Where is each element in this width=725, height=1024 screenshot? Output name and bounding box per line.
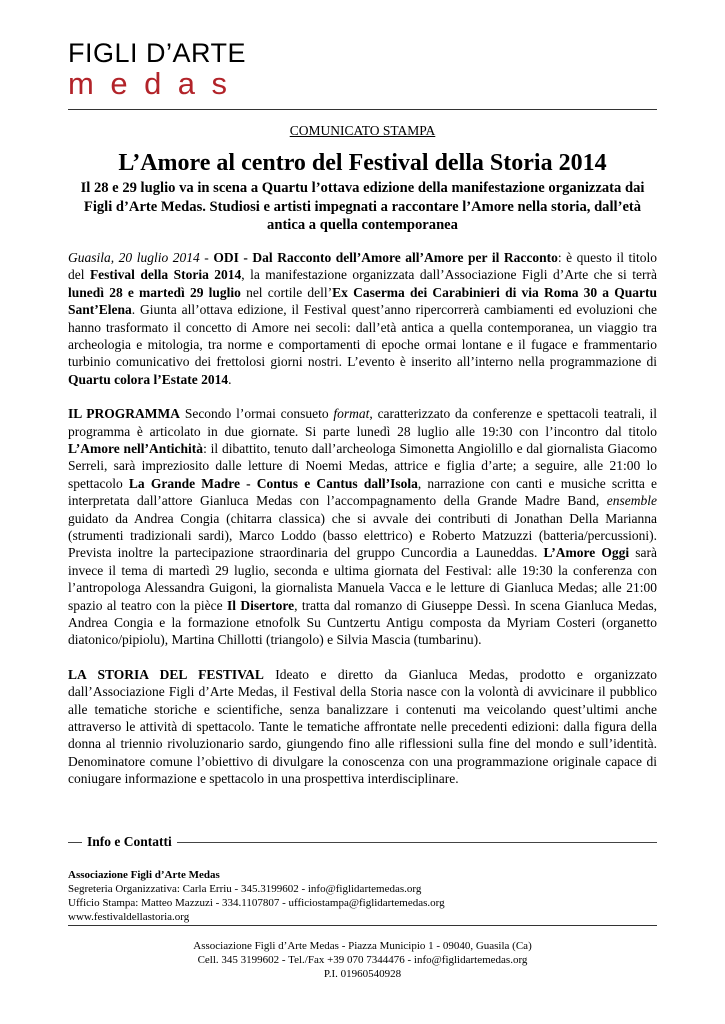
logo-line-1: FIGLI D’ARTE (68, 38, 247, 68)
text: . Giunta all’ottava edizione, il Festival quest’anno ripercorrerà cambiamenti ed evoluzioni che hanno trasformato il concetto di Amore nei secoli: dall’età antica a quella contemporanea, un viaggio tra archeologia e mitologia, tra norme e comportamenti di epoche ormai lontane e il fugace e frammentario turbinio comunicativo dei frettolosi giorni nostri. L’evento è inserito all’interno nella programmazione di (68, 302, 657, 370)
contacts-heading: Info e Contatti (87, 834, 172, 849)
contacts-section (68, 834, 657, 924)
text: sarà invece il tema di martedì 29 luglio, seconda e ultima giornata del Festival: alle 19:30 la conferenza con l’antropologa Alessandra Guigoni, la giornalista Manuela Vacca e le letture di Gianluca Medas; alle 21:00 spazio al teatro con la pièce (68, 545, 658, 613)
text: , narrazione con canti e musiche scritta e interpretata dall’attore Gianluca Medas con l’accompagnamento della Grande Madre Band, (68, 475, 657, 509)
footer-vat: P.I. 01960540928 (323, 968, 402, 980)
text: , la manifestazione organizzata dall’Associazione Figli d’Arte che si terrà (241, 267, 657, 283)
paragraph-intro (68, 249, 657, 388)
press-release-body (68, 122, 657, 788)
footer-address: Associazione Figli d’Arte Medas - Piazza Municipio 1 - 09040, Guasila (Ca) (193, 940, 532, 952)
text: Ideato e diretto da Gianluca Medas, prodotto e organizzato dall’Associazione Figli d’Arte Medas, il Festival della Storia nasce con la volontà di avvicinare il pubblico alle tematiche storiche e scientifiche, senza banalizzare i contenuti ma veicolando quest’ultimi anche attraverso le attività di spettacolo. Tante le tematiche affrontate nelle precedenti edizioni: dalla figura della donna al triennio rivoluzionario sardo, giungendo fino alle riflessioni sulla fine del mondo e sull’identità. Denominatore comune l’obiettivo di divulgare la conoscenza con una programmazione originale capace di coniugare informazione e spettacolo in una prospettiva interdisciplinare. (68, 666, 657, 787)
show-title-grande-madre: La Grande Madre - Contus e Cantus dall’Isola (128, 475, 418, 491)
text: guidato da Andrea Congia (chitarra classica) che si avvale dei contributi di Jonathan Della Marianna (strumenti tradizionali sardi), Marco Loddo (basso elettrico) e Roberto Matzuzzi (batteria/percussioni). Prevista inoltre la partecipazione straordinaria del gruppo Cuncordia a Launeddas. (68, 510, 657, 561)
page-footer (68, 939, 657, 981)
text: nel cortile dell’ (240, 284, 333, 300)
logo (68, 38, 246, 100)
page-subtitle: Il 28 e 29 luglio va in scena a Quartu l’ottava edizione della manifestazione organizzata dai Figli d’Arte Medas. Studiosi e artisti impegnati a raccontare l’Amore nella storia, dall’età antica a quella contemporanea (80, 180, 645, 234)
text: Secondo l’ormai consueto (180, 406, 334, 422)
heading-dash (68, 842, 82, 843)
contact-press-office: Ufficio Stampa: Matteo Mazzuzi - 334.1107807 - ufficiostampa@figlidartemedas.org (68, 897, 445, 909)
dateline: Guasila, 20 luglio 2014 (68, 249, 200, 265)
event-title-oggi: L’Amore Oggi (543, 545, 630, 561)
footer-divider (68, 925, 657, 926)
program-name: Quartu colora l’Estate 2014 (68, 371, 229, 387)
heading-rule (177, 842, 657, 843)
logo-line-2: medas (68, 66, 244, 101)
text: : il dibattito, tenuto dall’archeologa Simonetta Angiolillo e dal giornalista Giacomo Serreli, sarà impreziosito dalle letture di Noemi Medas, attrice e figlia d’arte; a seguire, alle 21:00 lo spettacolo (68, 440, 657, 491)
separator: - (199, 249, 214, 265)
contact-block (68, 868, 657, 924)
contact-secretary: Segreteria Organizzativa: Carla Erriu - 345.3199602 - info@figlidartemedas.org (68, 883, 422, 895)
event-location: Ex Caserma dei Carabinieri di via Roma 30 a Quartu Sant’Elena (68, 284, 657, 318)
text: . (228, 371, 232, 387)
paragraph-program (68, 405, 657, 649)
section-label-history: LA STORIA DEL FESTIVAL (68, 666, 264, 682)
festival-name: Festival della Storia 2014 (89, 267, 242, 283)
page-title: L’Amore al centro del Festival della Storia 2014 (118, 150, 607, 177)
text: , caratterizzato da conferenze e spettacoli teatrali, il programma è articolato in due giornate. Si parte lunedì 28 luglio alle 19:30 con l’incontro dal titolo (68, 406, 657, 439)
headline-bold: ODI - Dal Racconto dell’Amore all’Amore per il Racconto (213, 249, 558, 265)
contact-website: www.festivaldellastoria.org (68, 911, 190, 923)
event-title-antiquity: L’Amore nell’Antichità (68, 440, 204, 456)
footer-phones: Cell. 345 3199602 - Tel./Fax +39 070 7344476 - info@figlidartemedas.org (197, 954, 528, 966)
header-divider (68, 109, 657, 110)
kicker-label: COMUNICATO STAMPA (289, 123, 436, 138)
event-dates: lunedì 28 e martedì 29 luglio (68, 284, 241, 300)
italic-term: ensemble (606, 493, 657, 509)
paragraph-history (68, 666, 657, 788)
text: : è questo il titolo del (68, 249, 658, 283)
contacts-heading-row (68, 834, 657, 850)
show-title-disertore: Il Disertore (227, 597, 295, 613)
contact-org: Associazione Figli d’Arte Medas (68, 869, 220, 881)
italic-term: format (333, 406, 370, 422)
section-label-program: IL PROGRAMMA (68, 406, 181, 422)
text: , tratta dal romanzo di Giuseppe Dessì. In scena Gianluca Medas, Andrea Congia e la formazione etnofolk Su Cuntzertu Antigu composta da Myriam Costeri (organetto diatonico/pipiolu), Martina Chillotti (triangolo) e Silvia Mascia (tumbarinu). (68, 597, 657, 648)
